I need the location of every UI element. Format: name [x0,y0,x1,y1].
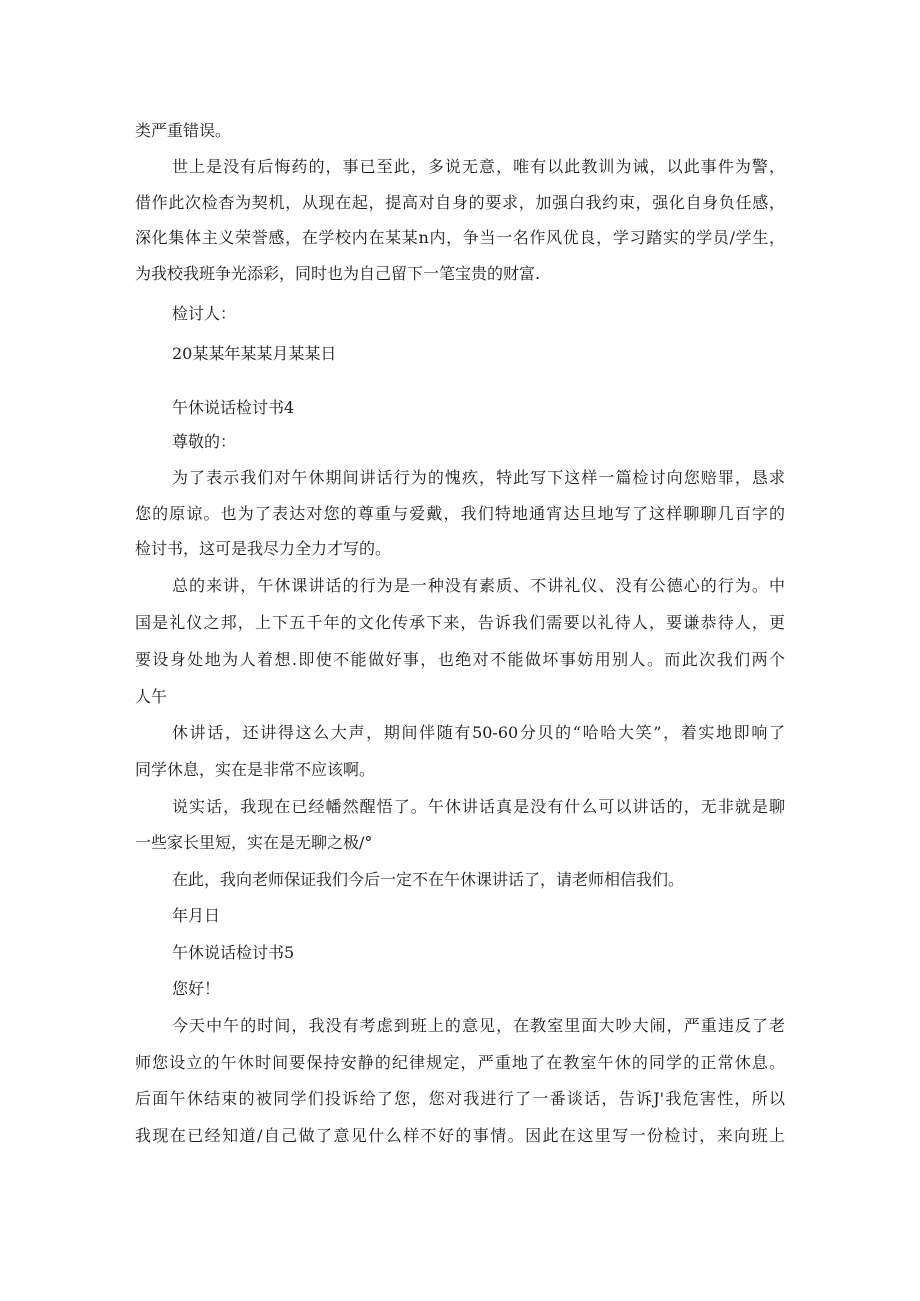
date-line: 年月日 [172,906,221,925]
text-line: 今天中午的时间，我没有考虑到班上的意见，在教室里面大吵大闹，严重违反了老 [172,1016,785,1035]
text-line: 我现在已经知道/自己做了意见什么样不好的事情。因此在这里写一份检讨，来向班上 [135,1126,785,1145]
text-line: 一些家长里短，实在是无聊之极/° [135,833,373,852]
text-line: 类严重错误。 [135,121,232,140]
section-title: 午休说话检讨书5 [172,943,295,962]
text-line: 为我校我班争光添彩，同时也为自己留下一笔宝贵的财富. [135,264,541,283]
section-title: 午休说话检讨书4 [172,398,295,417]
text-line: 为了表示我们对午休期间讲话行为的愧疚，特此写下这样一篇检讨向您赔罪，恳求 [172,468,785,487]
text-line: 在此，我向老师保证我们今后一定不在午休课讲话了，请老师相信我们。 [172,870,685,889]
signature-label: 检讨人： [172,304,237,323]
text-line: 要设身处地为人着想.即使不能做好事，也绝对不能做坏事妨用别人。而此次我们两个 [135,650,785,669]
text-line: 深化集体主义荣誉感，在学校内在某某n内，争当一名作风优良，学习踏实的学员/学生， [135,228,785,247]
text-line: 借作此次检杳为契机，从现在起，提高对自身的要求，加强白我约束，强化自身负任感， [135,193,785,212]
text-line: 后面午休结束的被同学们投诉给了您，您对我进行了一番谈话，告诉J'我危害性，所以 [135,1089,785,1108]
text-line: 国是礼仪之邦，上下五千年的文化传承下来，告诉我们需要以礼待人，要谦恭待人，更 [135,613,785,632]
salutation: 您好！ [172,979,221,998]
text-line: 世上是没有后悔药的，事已至此，多说无意，唯有以此教训为诫，以此事件为警， [172,157,785,176]
text-line: 师您设立的午休时间要保持安静的纪律规定，严重地了在教室午休的同学的正常休息。 [135,1053,785,1072]
salutation: 尊敬的： [172,432,237,451]
text-line: 说实话，我现在已经幡然醒悟了。午休讲话真是没有什么可以讲话的，无非就是聊 [172,797,785,816]
text-line: 人午 [135,687,168,706]
text-line: 总的来讲，午休课讲话的行为是一种没有素质、不讲礼仪、没有公德心的行为。中 [172,576,785,595]
date-line: 20某某年某某月某某日 [172,344,337,363]
text-line: 您的原谅。也为了表达对您的尊重与爱戴，我们特地通宵达旦地写了这样聊聊几百字的 [135,504,785,523]
text-line: 休讲话，还讲得这么大声，期间伴随有50-60分贝的“哈哈大笑”，着实地即响了 [172,723,785,742]
text-line: 同学休息，实在是非常不应该啊。 [135,760,376,779]
text-line: 检讨书，这可是我尽力全力才写的。 [135,539,392,558]
